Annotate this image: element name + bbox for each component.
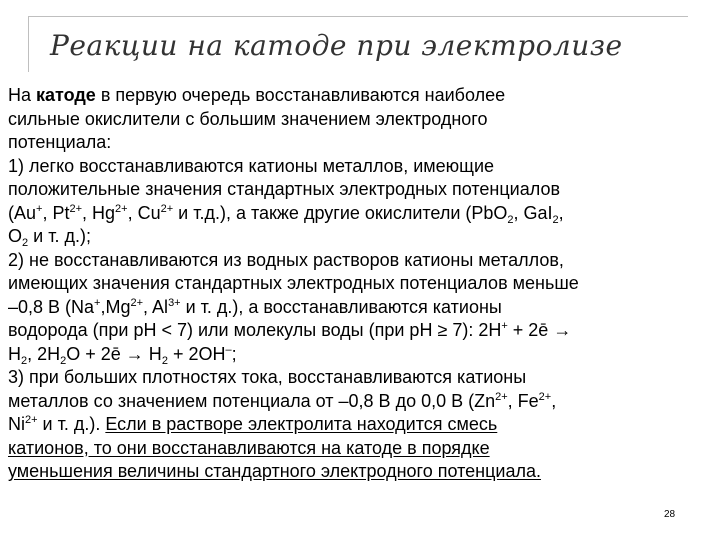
text-run: в первую очередь восстанавливаются наиболее	[95, 85, 506, 105]
superscript: 2+	[538, 390, 552, 403]
text-run: H	[8, 343, 21, 364]
text-run: , 2H	[27, 343, 61, 364]
text-run: и т. д.).	[37, 414, 106, 434]
body-line-8: 2) не восстанавливаются из водных растворов катионы металлов,	[8, 249, 564, 270]
slide-title: Реакции на катоде при электролизе	[50, 29, 623, 62]
text-run: На	[8, 85, 37, 105]
text-run: , Hg	[82, 202, 116, 223]
title-frame-left-line	[28, 16, 29, 72]
text-run: металлов со значением потенциала от –0,8 В до 0,0 В (Zn	[8, 390, 496, 411]
text-run: , Al	[143, 296, 169, 317]
text-run: и т. д.), а восстанавливаются катионы	[180, 296, 502, 317]
text-run: водорода (при pH < 7) или молекулы воды (при pH ≥ 7): 2H	[8, 320, 502, 340]
body-line-6	[8, 202, 716, 226]
text-run: –0,8 В (Na	[8, 296, 95, 317]
body-line-11	[8, 319, 716, 343]
text-run: и т.д.), а также другие окислители (PbO	[173, 202, 508, 223]
text-run: , Cu	[127, 202, 161, 223]
text-run: + 2ē →	[507, 320, 572, 340]
bold-term-cathode: катоде	[36, 85, 96, 105]
text-run: , GaI	[513, 202, 553, 223]
text-run: O + 2ē → H	[66, 343, 162, 364]
body-line-14	[8, 390, 716, 414]
body-line-16: катионов, то они восстанавливаются на катоде в порядке	[8, 437, 490, 458]
body-line-9: имеющих значения стандартных электродных потенциалов меньше	[8, 273, 579, 293]
subscript: 2	[507, 213, 514, 226]
text-run: ,	[558, 202, 564, 223]
body-line-4: 1) легко восстанавливаются катионы металлов, имеющие	[8, 155, 495, 176]
title-frame-top-line	[28, 16, 688, 17]
superscript: 2+	[160, 202, 174, 215]
subscript: 2	[22, 237, 29, 249]
body-line-15	[8, 413, 716, 437]
superscript: +	[94, 296, 101, 309]
body-line-10	[8, 296, 716, 320]
text-run: ,Mg	[100, 296, 131, 317]
subscript: 2	[60, 354, 67, 367]
superscript: 3+	[168, 296, 181, 309]
body-line-12	[8, 343, 716, 367]
subscript: 2	[161, 354, 168, 367]
superscript: 2+	[130, 296, 144, 309]
text-run: ;	[231, 343, 237, 364]
body-line-2: сильные окислители с большим значением электродного	[8, 108, 488, 129]
body-line-13: 3) при больших плотностях тока, восстанавливаются катионы	[8, 367, 527, 387]
superscript: +	[501, 320, 508, 332]
text-run: O	[8, 226, 23, 246]
superscript: 2+	[115, 202, 128, 215]
text-run: , Pt	[42, 202, 70, 223]
body-line-7	[8, 225, 716, 249]
text-run: (Au	[8, 202, 37, 223]
underlined-text: Если в растворе электролита находится смесь	[105, 414, 498, 434]
slide-body	[8, 84, 716, 484]
text-run: ,	[551, 390, 557, 411]
text-run: и т. д.);	[28, 226, 91, 246]
body-line-5: положительные значения стандартных электродных потенциалов	[8, 179, 561, 199]
body-line-17: уменьшения величины стандартного электродного потенциала.	[8, 461, 541, 481]
superscript: +	[36, 202, 43, 215]
body-line-1	[8, 84, 716, 108]
page-number: 28	[664, 509, 676, 520]
subscript: 2	[552, 213, 559, 226]
text-run: , Fe	[507, 390, 539, 411]
body-line-3: потенциала:	[8, 132, 112, 152]
superscript: 2+	[495, 390, 508, 403]
superscript: 2+	[69, 202, 83, 215]
subscript: 2	[21, 354, 28, 367]
text-run: Ni	[8, 414, 25, 434]
text-run: + 2OH	[167, 343, 226, 364]
superscript: 2+	[25, 414, 38, 426]
superscript: –	[225, 343, 232, 356]
